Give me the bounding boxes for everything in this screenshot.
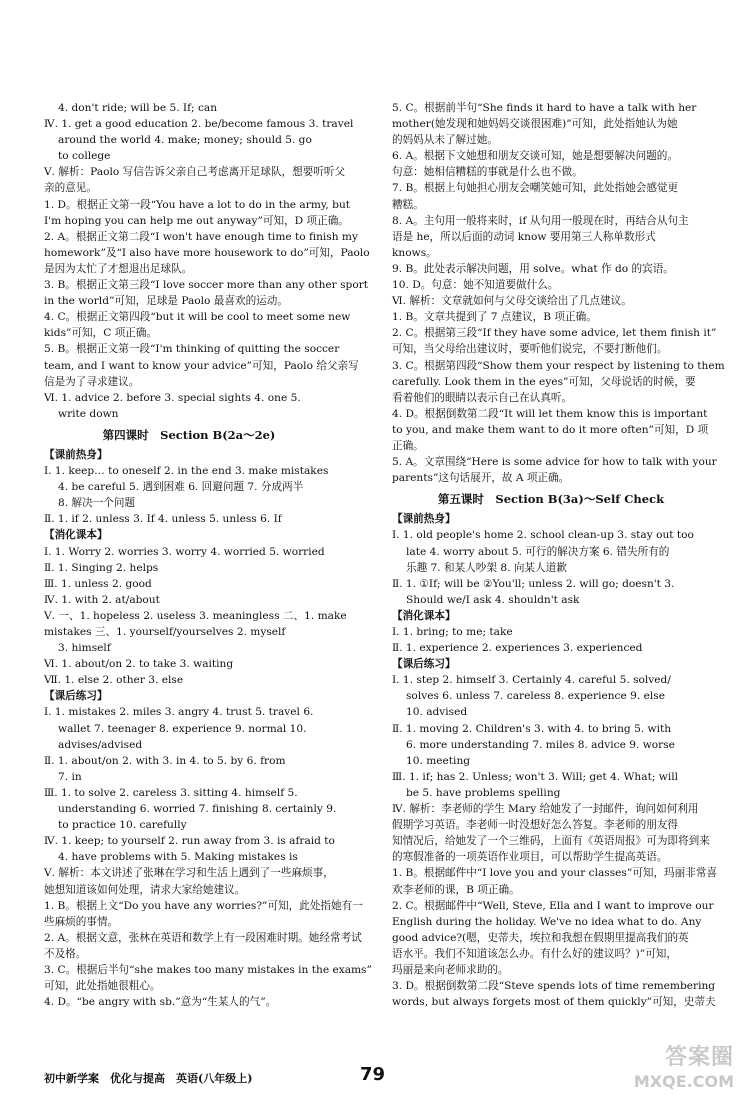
text-line: understanding 6. worried 7. finishing 8. certainly 9. [58,803,337,816]
text-line: 2. C。根据第三段“If they have some advice, let them finish it” [392,327,717,340]
text-line: Ⅴ. 解析：本文讲述了张琳在学习和生活上遇到了一些麻烦事， [44,867,334,880]
text-line: Ⅲ. 1. if; has 2. Unless; won't 3. Will; get 4. What; will [392,770,678,783]
text-line: to practice 10. carefully [58,819,187,832]
text-line: 玛丽是来向老师求助的。 [392,963,509,976]
text-line: 1. B。根据邮件中“I love you and your classes”可知，玛丽非常喜 [392,867,718,880]
text-line: late 4. worry about 5. 可行的解决方案 6. 错失所有的 [406,545,670,558]
text-line: to you, and make them want to do it more often”可知，D 项 [392,423,709,436]
text-line: Ⅰ. 1. step 2. himself 3. Certainly 4. careful 5. solved/ [392,674,671,687]
text-line: 5. B。根据正文第一段“I'm thinking of quitting the soccer [44,343,340,356]
watermark-url: MXQE.COM [633,1072,734,1091]
text-line: Ⅱ. 1. ①If; will be ②You'll; unless 2. will go; doesn't 3. [392,577,675,590]
text-line: 语是 he，所以后面的动词 know 要用第三人称单数形式 [392,230,656,243]
text-line: Ⅳ. 1. get a good education 2. be/become famous 3. travel [44,118,354,131]
text-line: good advice?(嗯，史蒂夫，埃拉和我想在假期里提高我们的英 [392,931,689,944]
text-line: 欢李老师的课，B 项正确。 [392,883,520,896]
book-title: 初中新学案 优化与提高 英语(八年级上) [44,1072,253,1085]
text-line: Ⅵ. 1. about/on 2. to take 3. waiting [44,658,234,671]
text-line: Ⅰ. 1. old people's home 2. school clean-up 3. stay out too [392,529,694,542]
text-line: kids”可知，C 项正确。 [44,327,158,340]
text-line: 4. D。根据倒数第二段“It will let them know this is important [392,407,708,420]
text-line: 的妈妈从未了解过她。 [392,134,498,147]
text-line: Ⅳ. 解析：李老师的学生 Mary 给她发了一封邮件，询问如何利用 [392,803,699,816]
text-line: parents”这句话展开，故 A 项正确。 [392,472,570,485]
text-line: 3. himself [58,642,111,655]
text-line: 4. don't ride; will be 5. If; can [58,102,218,114]
text-line: 3. D。根据倒数第二段“Steve spends lots of time remembering [392,980,716,993]
text-line: be 5. have problems spelling [406,786,561,799]
text-line: 不及格。 [44,947,87,960]
text-line: 些麻烦的事情。 [44,915,119,928]
text-line: 她想知道该如何处理，请求大家给她建议。 [44,883,246,896]
text-line: 糟糕。 [392,198,424,211]
text-line: to college [58,150,111,163]
text-line: Ⅳ. 1. with 2. at/about [44,593,160,606]
left-column [44,100,372,1010]
text-line: write down [58,407,119,420]
text-line: 3. B。根据正文第三段“I love soccer more than any other sport [44,279,369,292]
text-line: Ⅴ. 一、1. hopeless 2. useless 3. meaningless 二、1. make [44,609,347,622]
section-heading: 第四课时 Section B(2a～2e) [102,427,276,442]
text-line: 1. B。根据上文“Do you have any worries?”可知，此处指她有一 [44,899,363,912]
text-line: 7. in [58,770,82,783]
text-line: Ⅵ. 解析：文章就如何与父母交谈给出了几点建议。 [392,295,632,308]
section-label: 【课前热身】 [392,513,456,526]
text-line: in the world”可知，足球是 Paolo 最喜欢的运动。 [44,295,288,308]
text-line: 信是为了寻求建议。 [44,375,140,388]
text-line: 5. A。文章围绕“Here is some advice for how to talk with your [392,456,717,469]
text-line: I'm hoping you can help me out anyway”可知，D 项正确。 [44,214,349,227]
text-line: Ⅵ. 1. advice 2. before 3. special sights 4. one 5. [44,391,301,404]
text-line: Ⅳ. 1. keep; to yourself 2. run away from 3. is afraid to [44,835,335,848]
text-line: 知情况后，给她发了一个三维码，上面有《英语周报》可为即将到来 [392,835,710,848]
text-line: 8. 解决一个问题 [58,497,136,510]
text-line: 假期学习英语。李老师一时没想好怎么答复。李老师的朋友得 [392,819,679,832]
text-line: 2. A。根据正文第二段“I won't have enough time to finish my [44,230,358,243]
text-line: 4. C。根据正文第四段“but it will be cool to meet some new [44,311,351,324]
text-line: mistakes 三、1. yourself/yourselves 2. myself [44,626,286,638]
text-line: 3. C。根据后半句“she makes too many mistakes in the exams” [44,963,372,976]
text-line: 乐趣 7. 和某人吵架 8. 向某人道歉 [406,561,567,574]
section-label: 【课后练习】 [392,658,456,671]
text-line: Ⅰ. 1. mistakes 2. miles 3. angry 4. trust 5. travel 6. [44,706,314,719]
text-line: Ⅲ. 1. unless 2. good [44,577,152,590]
text-line: 10. advised [406,706,468,719]
text-line: 1. B。文章共提到了 7 点建议，B 项正确。 [392,311,597,324]
text-line: Ⅶ. 1. else 2. other 3. else [44,674,184,687]
text-line: advises/advised [58,738,143,751]
page-footer [44,1064,704,1090]
text-line: 9. B。此处表示解决问题，用 solve。what 作 do 的宾语。 [392,262,674,275]
text-line: 4. D。“be angry with sb.”意为“生某人的气”。 [44,996,277,1009]
text-line: 6. more understanding 7. miles 8. advice 9. worse [406,738,675,751]
text-line: 4. be careful 5. 遇到困难 6. 回避问题 7. 分成两半 [58,481,304,494]
text-line: knows。 [392,246,437,259]
text-line: homework”及“I also have more housework to do”可知，Paolo [44,246,370,259]
text-line: 亲的意见。 [44,182,97,195]
text-line: 8. A。主句用一般将来时，if 从句用一般现在时，再结合从句主 [392,214,689,227]
text-line: Ⅴ. 解析：Paolo 写信告诉父亲自己考虑离开足球队，想要听听父 [44,166,346,179]
text-line: 句意：她相信糟糕的事就是什么也不做。 [392,166,583,179]
text-line: Ⅱ. 1. if 2. unless 3. If 4. unless 5. unless 6. If [44,513,282,526]
text-line: Ⅰ. 1. Worry 2. worries 3. worry 4. worried 5. worried [44,545,325,558]
text-line: words, but always forgets most of them quickly”可知，史蒂夫 [392,996,716,1009]
text-line: Ⅱ. 1. moving 2. Children's 3. with 4. to bring 5. with [392,722,672,735]
text-line: Should we/I ask 4. shouldn't ask [406,593,580,606]
watermark-logo: 答案圈 [664,1045,734,1070]
text-line: 2. A。根据文意，张林在英语和数学上有一段困难时期。她经常考试 [44,931,362,944]
text-line: wallet 7. teenager 8. experience 9. normal 10. [58,722,307,735]
right-column [392,100,725,1010]
text-line: Ⅱ. 1. Singing 2. helps [44,561,159,574]
text-line: 10. D。句意：她不知道要做什么。 [392,279,559,292]
text-line: 语水平。我们不知道该怎么办。有什么好的建议吗？)”可知， [392,947,677,960]
text-line: Ⅲ. 1. to solve 2. careless 3. sitting 4. himself 5. [44,786,298,799]
text-line: Ⅱ. 1. about/on 2. with 3. in 4. to 5. by 6. from [44,754,286,767]
text-line: 的寒假准备的一项英语作业项目，可以帮助学生提高英语。 [392,851,668,864]
text-line: 2. C。根据邮件中“Well, Steve, Ella and I want to improve our [392,899,714,912]
text-line: 看着他们的眼睛以表示自己在认真听。 [392,391,573,404]
text-line: mother(她发现和她妈妈交谈很困难)”可知，此处指她认为她 [392,118,678,131]
text-line: 4. have problems with 5. Making mistakes is [58,851,298,864]
text-line: 3. C。根据第四段“Show them your respect by listening to them [392,359,725,372]
text-line: 1. D。根据正文第一段“You have a lot to do in the army, but [44,198,351,211]
text-line: team, and I want to know your advice”可知，Paolo 给父亲写 [44,359,359,372]
text-line: around the world 4. make; money; should 5. go [58,134,312,147]
text-line: carefully. Look them in the eyes”可知，父母说话的时候，要 [392,375,696,388]
text-line: 7. B。根据上句她担心朋友会嘲笑她可知，此处指她会感觉更 [392,182,679,195]
section-label: 【课后练习】 [44,690,108,703]
section-label: 【消化课本】 [44,529,108,542]
text-line: Ⅰ. 1. keep… to oneself 2. in the end 3. make mistakes [44,465,329,478]
section-label: 【课前热身】 [44,448,108,461]
text-line: 是因为太忙了才想退出足球队。 [44,262,193,275]
text-line: 可知，当父母给出建议时，要听他们说完，不要打断他们。 [392,343,668,356]
text-line: 可知，此处指她很粗心。 [44,980,161,993]
section-heading: 第五课时 Section B(3a)～Self Check [437,492,665,507]
section-label: 【消化课本】 [392,609,456,622]
text-line: 正确。 [392,439,424,452]
text-line: 5. C。根据前半句“She finds it hard to have a talk with her [392,102,697,114]
text-line: 6. A。根据下文她想和朋友交谈可知，她是想要解决问题的。 [392,150,678,163]
text-line: 10. meeting [406,754,471,767]
page-number: 79 [360,1064,386,1085]
text-line: solves 6. unless 7. careless 8. experience 9. else [406,690,665,703]
text-line: Ⅰ. 1. bring; to me; take [392,626,513,638]
text-line: Ⅱ. 1. experience 2. experiences 3. experienced [392,642,643,655]
text-line: English during the holiday. We've no idea what to do. Any [392,915,702,928]
